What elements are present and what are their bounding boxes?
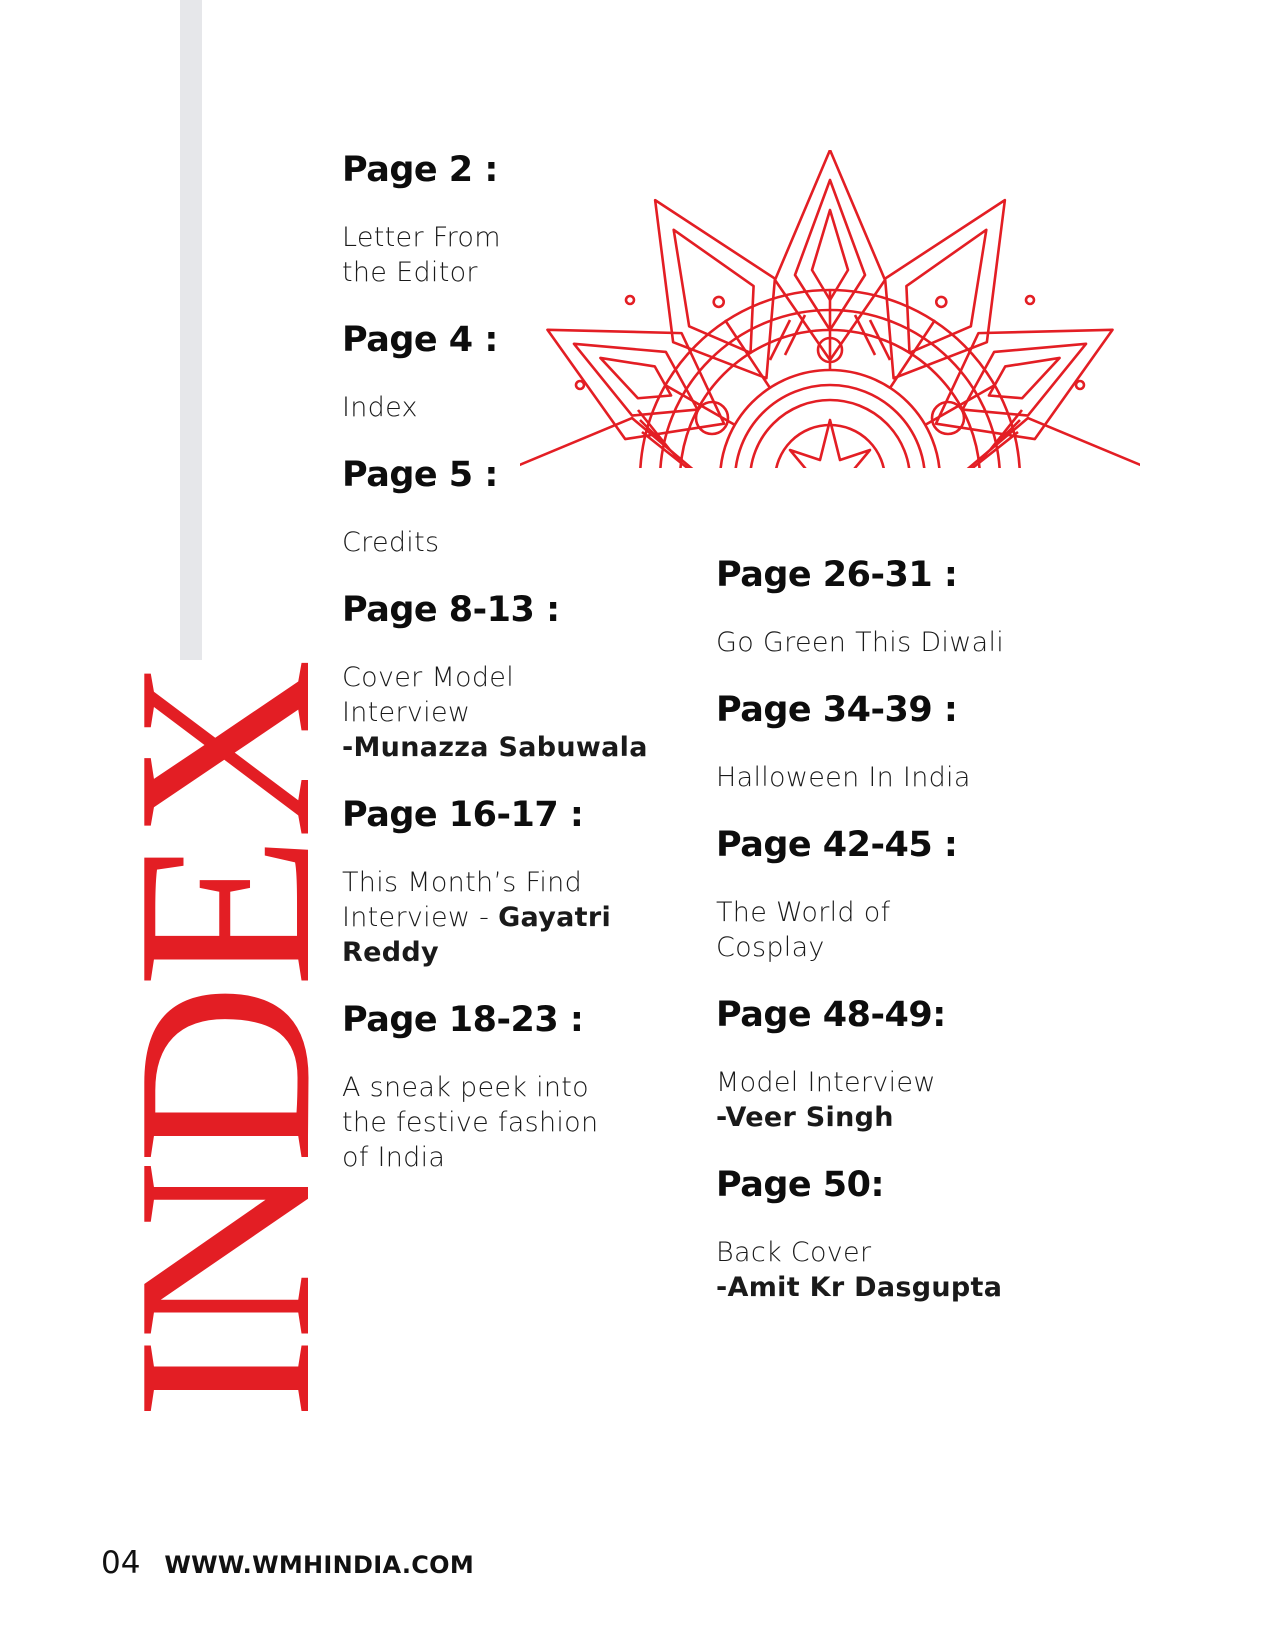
entry-description: Letter From the Editor — [342, 222, 501, 288]
entry-description: A sneak peek into the festive fashion of India — [342, 1072, 599, 1173]
entry-description: Halloween In India — [716, 762, 971, 793]
entry-description: Credits — [342, 527, 440, 558]
entry-description: Model Interview -Veer Singh — [716, 1067, 936, 1133]
index-entry — [716, 690, 1076, 795]
page-footer — [101, 1545, 474, 1581]
entry-heading: Page 34-39 : — [716, 690, 958, 730]
right-index-column — [716, 555, 1076, 1335]
index-entry — [342, 320, 672, 425]
index-entry — [342, 150, 672, 290]
entry-heading: Page 5 : — [342, 455, 498, 495]
entry-heading: Page 16-17 : — [342, 795, 584, 835]
index-title: INDEX — [86, 662, 363, 1420]
entry-heading: Page 48-49: — [716, 995, 946, 1035]
entry-description: Go Green This Diwali — [716, 627, 1005, 658]
entry-description: Cover Model Interview -Munazza Sabuwala — [342, 662, 648, 763]
index-entry — [716, 825, 1076, 965]
entry-description: The World of Cosplay — [716, 897, 891, 963]
entry-heading: Page 2 : — [342, 150, 498, 190]
index-entry — [342, 795, 672, 970]
entry-description: This Month’s Find Interview - Gayatri Reddy — [342, 867, 612, 968]
entry-heading: Page 50: — [716, 1165, 885, 1205]
index-entry — [342, 455, 672, 560]
website-link[interactable]: WWW.WMHINDIA.COM — [164, 1551, 475, 1579]
entry-heading: Page 4 : — [342, 320, 498, 360]
decorative-vertical-bar — [180, 0, 202, 660]
index-entry — [342, 590, 672, 765]
entry-description: Index — [342, 392, 418, 423]
entry-heading: Page 18-23 : — [342, 1000, 584, 1040]
entry-description: Back Cover -Amit Kr Dasgupta — [716, 1237, 1003, 1303]
page-number: 04 — [101, 1545, 141, 1581]
index-entry — [716, 995, 1076, 1135]
entry-heading: Page 26-31 : — [716, 555, 958, 595]
left-index-column — [342, 150, 672, 1205]
index-entry — [342, 1000, 672, 1175]
entry-heading: Page 42-45 : — [716, 825, 958, 865]
index-entry — [716, 1165, 1076, 1305]
index-entry — [716, 555, 1076, 660]
entry-heading: Page 8-13 : — [342, 590, 560, 630]
